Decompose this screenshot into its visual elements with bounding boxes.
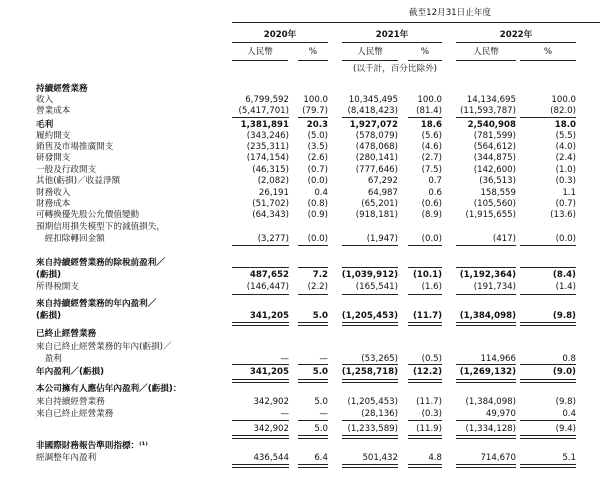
total-double-rule bbox=[298, 379, 328, 383]
row-value: (0.0) bbox=[307, 176, 328, 186]
row-value: (1,915,655) bbox=[465, 210, 516, 220]
row-value: (280,141) bbox=[355, 153, 398, 163]
subtotal-rule bbox=[298, 117, 328, 118]
row-value: 5.0 bbox=[312, 367, 328, 377]
row-value: (1.6) bbox=[421, 282, 442, 292]
row-value: 1,381,891 bbox=[240, 120, 289, 130]
row-value: (4.6) bbox=[421, 142, 442, 152]
row-value: (165,541) bbox=[355, 282, 398, 292]
subtotal-rule bbox=[520, 364, 576, 365]
row-value: (578,079) bbox=[355, 131, 398, 141]
row-value: (3,277) bbox=[257, 234, 289, 244]
subtotal-rule bbox=[232, 420, 289, 421]
year-rule-2020 bbox=[232, 42, 328, 43]
row-value: (1,192,364) bbox=[459, 270, 516, 280]
row-value: 100.0 bbox=[551, 95, 576, 105]
subtotal-rule bbox=[298, 364, 328, 365]
row-value: (0.7) bbox=[555, 199, 576, 209]
row-label: 已終止經營業務 bbox=[36, 329, 97, 339]
row-value: (46,315) bbox=[252, 165, 289, 175]
total-double-rule bbox=[520, 322, 576, 326]
subtotal-rule bbox=[456, 117, 516, 118]
total-double-rule bbox=[456, 379, 516, 383]
subtotal-rule bbox=[520, 117, 576, 118]
row-value: (1,205,453) bbox=[341, 311, 398, 321]
row-value: (0.9) bbox=[307, 210, 328, 220]
row-value: (2.2) bbox=[307, 282, 328, 292]
row-value: (105,560) bbox=[473, 199, 516, 209]
row-value: — bbox=[319, 354, 328, 364]
subtotal-rule bbox=[298, 294, 328, 295]
row-label: 來自持續經營業務 bbox=[36, 397, 105, 407]
subtotal-rule bbox=[408, 117, 442, 118]
subtotal-rule bbox=[408, 267, 442, 268]
row-value: 487,652 bbox=[249, 270, 289, 280]
row-value: (0.3) bbox=[555, 176, 576, 186]
row-label: 一般及行政開支 bbox=[36, 165, 97, 175]
subtotal-rule bbox=[456, 267, 516, 268]
row-value: (1.0) bbox=[555, 165, 576, 175]
row-value: (4.0) bbox=[555, 142, 576, 152]
row-value: (564,612) bbox=[473, 142, 516, 152]
row-value: 341,205 bbox=[249, 311, 289, 321]
row-value: 49,970 bbox=[485, 409, 516, 419]
year-rule-2022 bbox=[456, 42, 576, 43]
row-value: (2.6) bbox=[307, 153, 328, 163]
row-value: 2,540,908 bbox=[467, 120, 516, 130]
total-double-rule bbox=[520, 379, 576, 383]
row-label: 財務成本 bbox=[36, 199, 71, 209]
row-value: (11.7) bbox=[412, 311, 442, 321]
total-double-rule bbox=[456, 435, 516, 439]
row-label: 盈利 bbox=[36, 354, 62, 364]
subtotal-rule bbox=[342, 420, 398, 421]
row-value: (2.7) bbox=[421, 153, 442, 163]
row-value: 5.1 bbox=[562, 453, 576, 463]
row-value: (81.4) bbox=[416, 106, 442, 116]
col-rule-5 bbox=[456, 60, 516, 61]
row-value: (0.0) bbox=[421, 234, 442, 244]
row-value: 10,345,495 bbox=[348, 95, 398, 105]
row-value: 5.0 bbox=[314, 424, 328, 434]
row-value: (1,384,098) bbox=[465, 397, 516, 407]
total-double-rule bbox=[408, 379, 442, 383]
row-value: (1.4) bbox=[555, 282, 576, 292]
total-double-rule bbox=[342, 379, 398, 383]
row-value: (36,513) bbox=[479, 176, 516, 186]
row-label: 營業成本 bbox=[36, 106, 71, 116]
total-double-rule bbox=[298, 464, 328, 468]
row-value: (235,311) bbox=[246, 142, 289, 152]
row-value: (777,646) bbox=[355, 165, 398, 175]
row-value: (1,258,718) bbox=[341, 367, 398, 377]
row-label: 來自已終止經營業務 bbox=[36, 409, 114, 419]
subtotal-rule bbox=[232, 267, 289, 268]
row-value: (12.2) bbox=[412, 367, 442, 377]
row-label: 非國際財務報告準則指標：⁽¹⁾ bbox=[36, 441, 148, 451]
row-value: (10.1) bbox=[412, 270, 442, 280]
row-value: (5.5) bbox=[555, 131, 576, 141]
row-label: 年內盈利／(虧損) bbox=[36, 367, 105, 377]
row-value: (8.4) bbox=[552, 270, 576, 280]
row-value: (7.5) bbox=[421, 165, 442, 175]
row-value: (1,039,912) bbox=[341, 270, 398, 280]
year-2021: 2021年 bbox=[375, 30, 409, 40]
row-value: 14,134,695 bbox=[466, 95, 516, 105]
row-value: (5.6) bbox=[421, 131, 442, 141]
row-value: (1,384,098) bbox=[459, 311, 516, 321]
row-value: 501,432 bbox=[362, 453, 398, 463]
total-double-rule bbox=[520, 435, 576, 439]
row-value: (5.0) bbox=[307, 131, 328, 141]
subtotal-rule bbox=[456, 420, 516, 421]
row-value: (1,269,132) bbox=[459, 367, 516, 377]
row-value: (11.7) bbox=[416, 397, 442, 407]
row-value: 0.4 bbox=[562, 409, 576, 419]
row-value: (82.0) bbox=[550, 106, 576, 116]
year-2022: 2022年 bbox=[499, 30, 533, 40]
row-label: 經調整年內盈利 bbox=[36, 453, 97, 463]
row-value: (344,875) bbox=[473, 153, 516, 163]
row-value: (0.7) bbox=[307, 165, 328, 175]
row-value: (8.9) bbox=[421, 210, 442, 220]
row-value: 5.0 bbox=[314, 397, 328, 407]
col-rule-1 bbox=[232, 60, 288, 61]
row-value: (142,600) bbox=[473, 165, 516, 175]
row-label: 研發開支 bbox=[36, 153, 71, 163]
row-value: (9.4) bbox=[555, 424, 576, 434]
row-value: 100.0 bbox=[417, 95, 442, 105]
subtotal-rule bbox=[408, 294, 442, 295]
subtotal-rule bbox=[232, 364, 289, 365]
row-value: (51,702) bbox=[252, 199, 289, 209]
subtotal-rule bbox=[298, 245, 328, 246]
total-double-rule bbox=[232, 322, 289, 326]
row-label: 銷售及市場推廣開支 bbox=[36, 142, 114, 152]
period-rule bbox=[232, 22, 600, 23]
row-value: (478,068) bbox=[355, 142, 398, 152]
row-value: 158,559 bbox=[480, 188, 516, 198]
row-value: 342,902 bbox=[253, 397, 289, 407]
row-value: — bbox=[319, 409, 328, 419]
row-value: (1,334,128) bbox=[465, 424, 516, 434]
subtotal-rule bbox=[520, 294, 576, 295]
col-rule-2 bbox=[298, 60, 328, 61]
row-value: (8,418,423) bbox=[347, 106, 398, 116]
pct-header-2021: % bbox=[420, 47, 430, 57]
row-value: (2,082) bbox=[257, 176, 289, 186]
row-label: 來自持續經營業務的年內盈利／ bbox=[36, 299, 157, 309]
total-double-rule bbox=[232, 379, 289, 383]
total-double-rule bbox=[520, 464, 576, 468]
row-label: 其他(虧損)／收益淨額 bbox=[36, 176, 121, 186]
subtotal-rule bbox=[298, 420, 328, 421]
row-label: 來自已終止經營業務的年內(虧損)／ bbox=[36, 342, 172, 352]
total-double-rule bbox=[298, 322, 328, 326]
year-rule-2021 bbox=[342, 42, 442, 43]
row-value: (53,265) bbox=[361, 354, 398, 364]
total-double-rule bbox=[342, 464, 398, 468]
row-value: (3.5) bbox=[307, 142, 328, 152]
row-value: 114,966 bbox=[480, 354, 516, 364]
row-value: (28,136) bbox=[361, 409, 398, 419]
total-double-rule bbox=[232, 435, 289, 439]
subtotal-rule bbox=[408, 245, 442, 246]
row-value: (191,734) bbox=[473, 282, 516, 292]
row-value: (5,417,701) bbox=[238, 106, 289, 116]
total-double-rule bbox=[456, 464, 516, 468]
row-value: (1,205,453) bbox=[347, 397, 398, 407]
pct-header-2022: % bbox=[543, 47, 553, 57]
period-title: 截至12月31日止年度 bbox=[408, 8, 492, 18]
row-value: 5.0 bbox=[312, 311, 328, 321]
subtotal-rule bbox=[520, 420, 576, 421]
row-value: 1.1 bbox=[562, 188, 576, 198]
row-label: 預期信用損失模型下的減值損失， bbox=[36, 222, 165, 232]
rmb-header-2021: 人民幣 bbox=[357, 47, 383, 57]
row-value: 6.4 bbox=[314, 453, 328, 463]
subtotal-rule bbox=[408, 420, 442, 421]
subtotal-rule bbox=[342, 117, 398, 118]
row-value: 20.3 bbox=[306, 120, 328, 130]
row-value: (11,593,787) bbox=[460, 106, 516, 116]
row-value: (9.8) bbox=[552, 311, 576, 321]
row-value: 4.8 bbox=[428, 453, 442, 463]
total-double-rule bbox=[342, 435, 398, 439]
row-value: (0.3) bbox=[421, 409, 442, 419]
total-double-rule bbox=[408, 464, 442, 468]
subtotal-rule bbox=[520, 245, 576, 246]
row-value: (64,343) bbox=[252, 210, 289, 220]
row-value: 0.4 bbox=[314, 188, 328, 198]
row-value: 7.2 bbox=[312, 270, 328, 280]
row-value: 0.8 bbox=[562, 354, 576, 364]
row-value: 342,902 bbox=[253, 424, 289, 434]
row-value: — bbox=[280, 409, 289, 419]
row-value: (11.9) bbox=[416, 424, 442, 434]
row-value: 67,292 bbox=[367, 176, 398, 186]
row-label: 毛利 bbox=[36, 120, 54, 130]
total-double-rule bbox=[408, 322, 442, 326]
row-value: (1,233,589) bbox=[347, 424, 398, 434]
row-value: (13.6) bbox=[550, 210, 576, 220]
row-value: (65,201) bbox=[361, 199, 398, 209]
row-value: (79.7) bbox=[302, 106, 328, 116]
row-value: (0.8) bbox=[307, 199, 328, 209]
row-label: (虧損) bbox=[36, 270, 62, 280]
rmb-header-2022: 人民幣 bbox=[473, 47, 499, 57]
row-value: 64,987 bbox=[367, 188, 398, 198]
row-value: 0.6 bbox=[428, 188, 442, 198]
row-value: (781,599) bbox=[473, 131, 516, 141]
unit-note: (以千計，百分比除外) bbox=[352, 64, 438, 74]
row-value: (0.6) bbox=[421, 199, 442, 209]
subtotal-rule bbox=[520, 267, 576, 268]
row-label: 收入 bbox=[36, 95, 54, 105]
row-value: 26,191 bbox=[258, 188, 289, 198]
row-label: 財務收入 bbox=[36, 188, 71, 198]
subtotal-rule bbox=[456, 364, 516, 365]
row-value: — bbox=[280, 354, 289, 364]
row-label: 經扣除轉回金額 bbox=[36, 234, 105, 244]
row-label: 履約開支 bbox=[36, 131, 71, 141]
subtotal-rule bbox=[342, 364, 398, 365]
row-label: 本公司擁有人應佔年內盈利／(虧損)： bbox=[36, 384, 182, 394]
row-value: 1,927,072 bbox=[349, 120, 398, 130]
subtotal-rule bbox=[342, 267, 398, 268]
col-rule-3 bbox=[342, 60, 398, 61]
row-label: 可轉換優先股公允價值變動 bbox=[36, 210, 140, 220]
total-double-rule bbox=[298, 435, 328, 439]
row-value: 0.7 bbox=[428, 176, 442, 186]
rmb-header-2020: 人民幣 bbox=[247, 47, 273, 57]
subtotal-rule bbox=[232, 294, 289, 295]
row-value: (918,181) bbox=[355, 210, 398, 220]
row-value: (9.8) bbox=[555, 397, 576, 407]
row-value: 6,799,592 bbox=[245, 95, 289, 105]
row-label: (虧損) bbox=[36, 311, 62, 321]
col-rule-6 bbox=[520, 60, 576, 61]
row-value: 18.0 bbox=[554, 120, 576, 130]
row-value: 341,205 bbox=[249, 367, 289, 377]
subtotal-rule bbox=[456, 245, 516, 246]
row-value: (9.0) bbox=[552, 367, 576, 377]
row-value: (146,447) bbox=[246, 282, 289, 292]
subtotal-rule bbox=[342, 294, 398, 295]
row-value: (2.4) bbox=[555, 153, 576, 163]
row-value: (343,246) bbox=[246, 131, 289, 141]
row-value: (174,154) bbox=[246, 153, 289, 163]
row-value: 436,544 bbox=[253, 453, 289, 463]
row-value: (0.0) bbox=[307, 234, 328, 244]
row-label: 來自持續經營業務的除稅前盈利／ bbox=[36, 258, 165, 268]
subtotal-rule bbox=[232, 245, 289, 246]
pct-header-2020: % bbox=[308, 47, 318, 57]
row-value: 18.6 bbox=[420, 120, 442, 130]
col-rule-4 bbox=[408, 60, 442, 61]
row-value: 714,670 bbox=[480, 453, 516, 463]
row-label: 持續經營業務 bbox=[36, 84, 88, 94]
row-label: 所得稅開支 bbox=[36, 282, 79, 292]
total-double-rule bbox=[408, 435, 442, 439]
total-double-rule bbox=[232, 464, 289, 468]
subtotal-rule bbox=[298, 267, 328, 268]
row-value: (417) bbox=[492, 234, 516, 244]
total-double-rule bbox=[342, 322, 398, 326]
row-value: (0.0) bbox=[555, 234, 576, 244]
row-value: (1,947) bbox=[366, 234, 398, 244]
row-value: (0.5) bbox=[421, 354, 442, 364]
year-2020: 2020年 bbox=[263, 30, 297, 40]
subtotal-rule bbox=[408, 364, 442, 365]
subtotal-rule bbox=[456, 294, 516, 295]
row-value: 100.0 bbox=[303, 95, 328, 105]
subtotal-rule bbox=[342, 245, 398, 246]
total-double-rule bbox=[456, 322, 516, 326]
subtotal-rule bbox=[232, 117, 289, 118]
